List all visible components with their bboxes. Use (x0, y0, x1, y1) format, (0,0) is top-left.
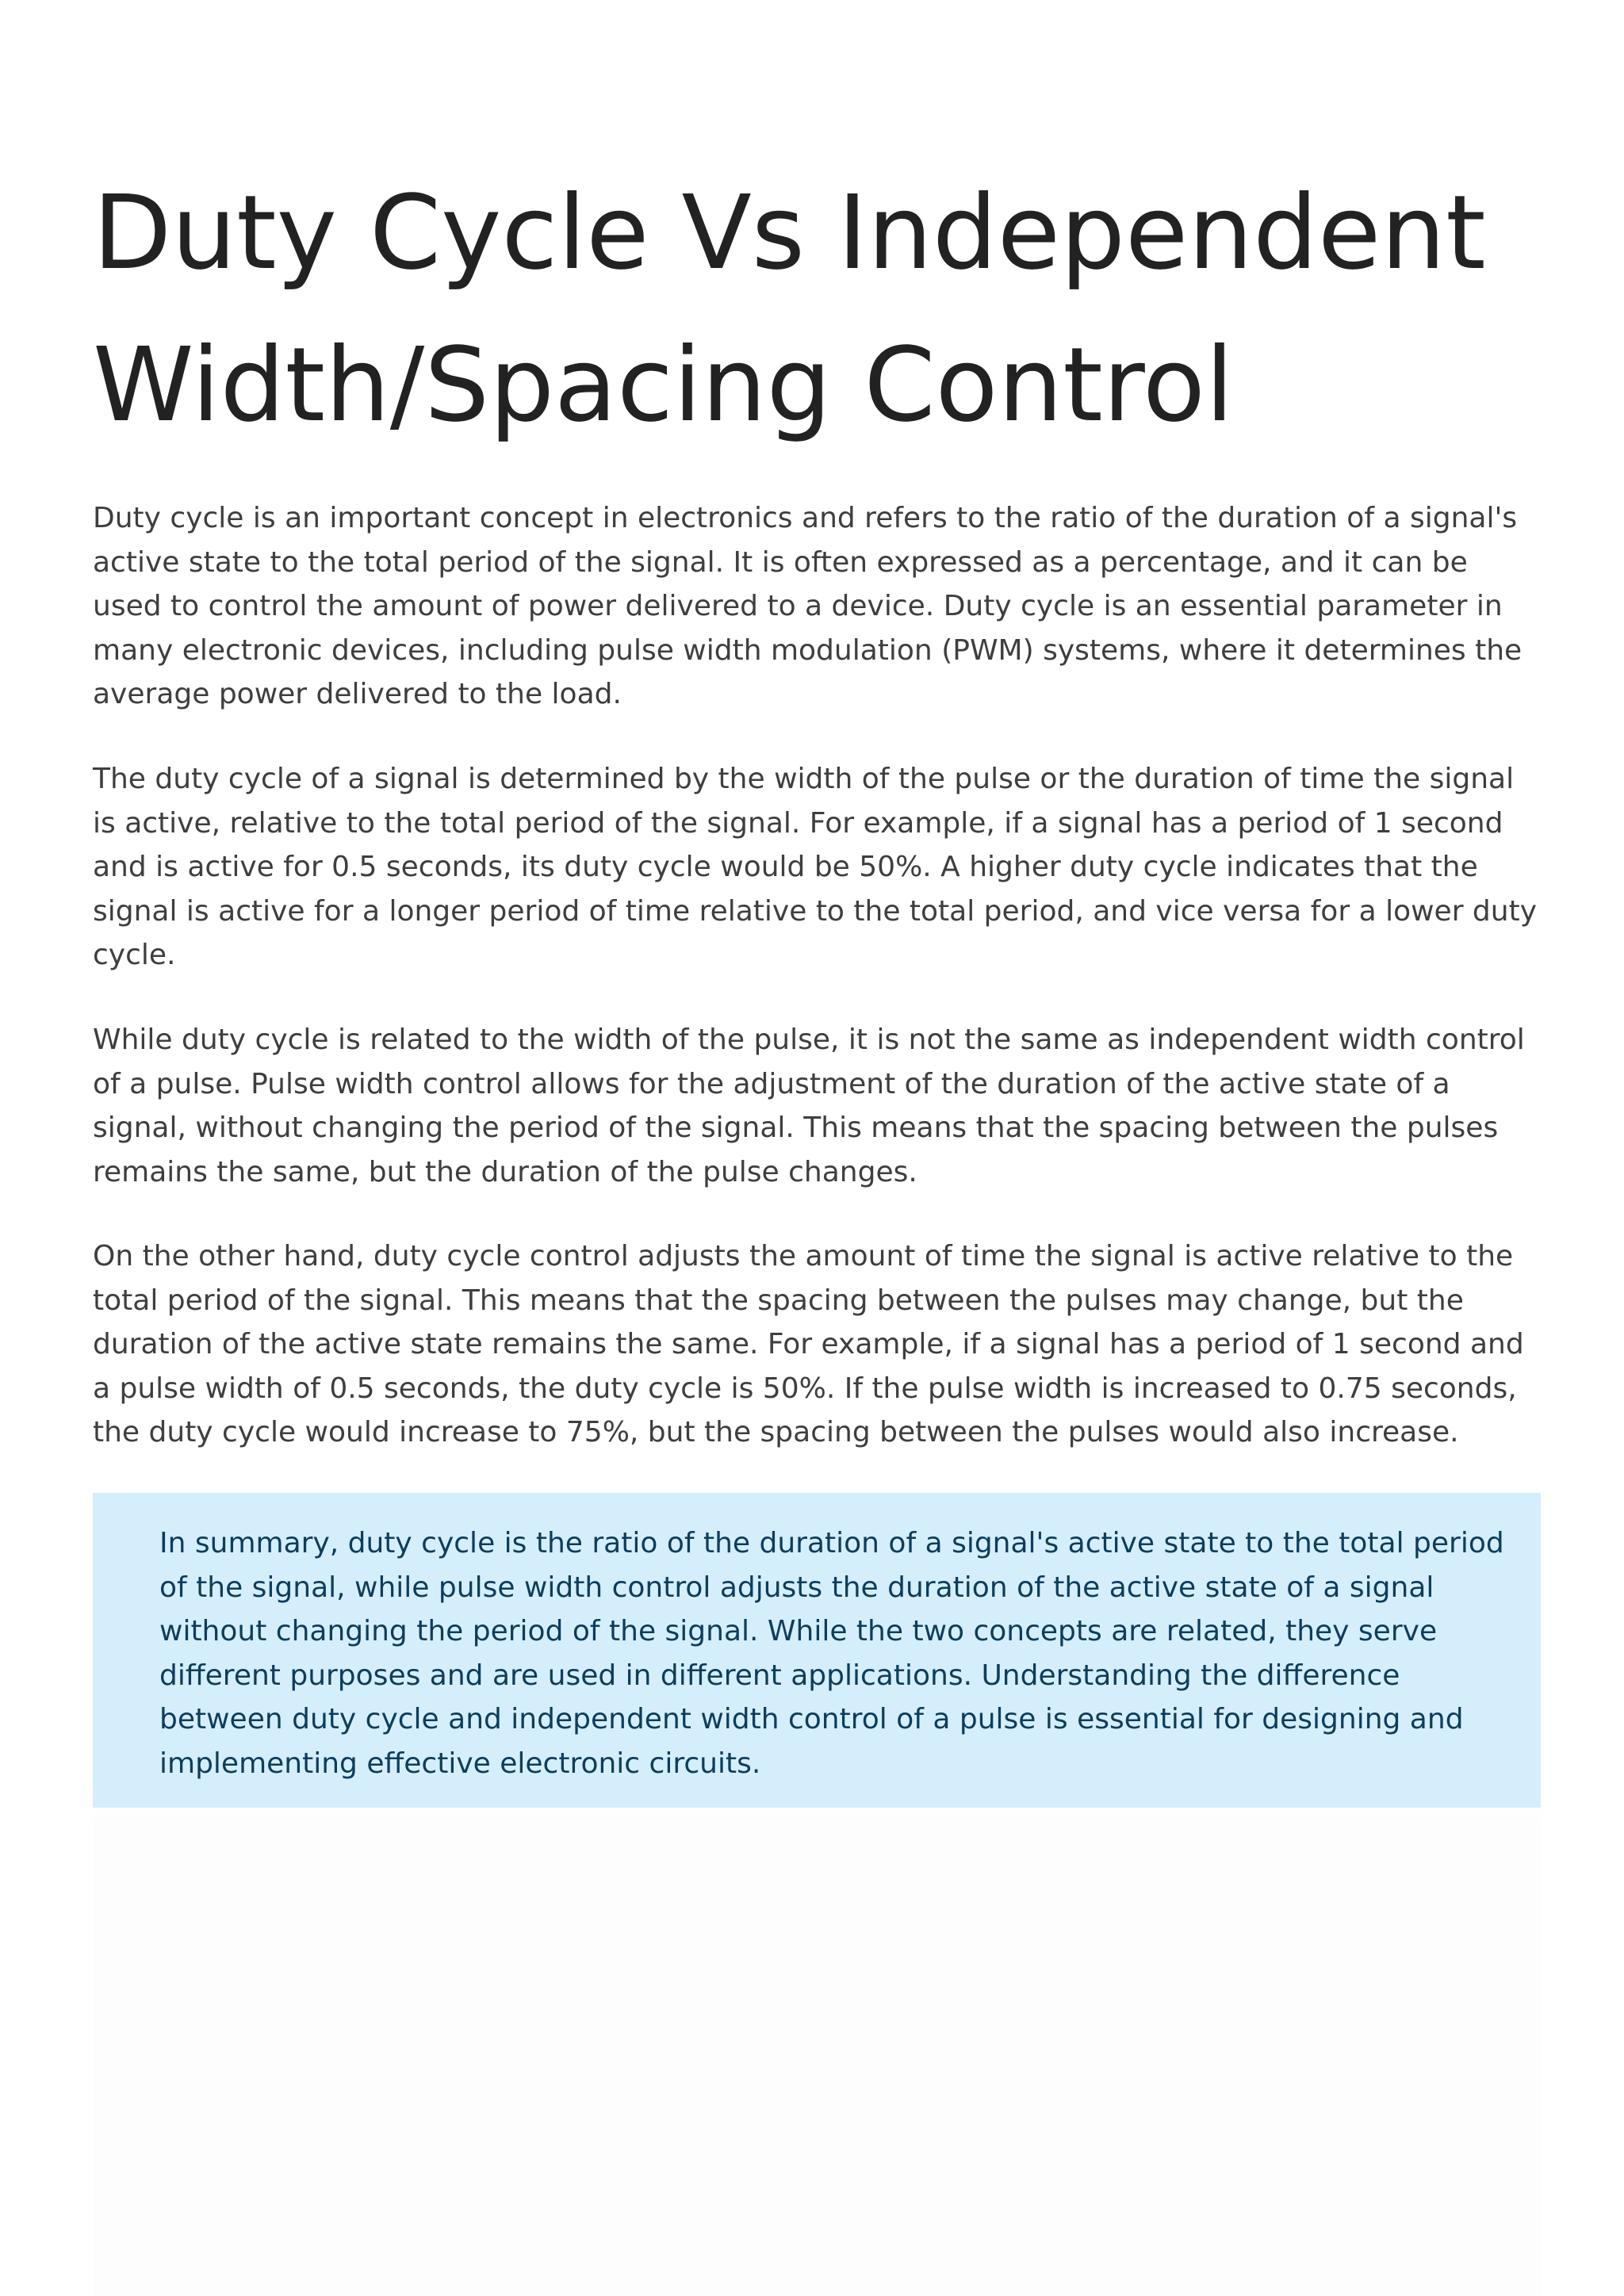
paragraph-pulse-width-control: While duty cycle is related to the width of the pulse, it is not the same as independent width control of a pulse. Pulse width control allows for the adjustment of the duration of the active state of a signal, without changing the period of the signal. This means that the spacing between the pulses remains the same, but the duration of the pulse changes. (93, 1024, 1525, 1188)
paragraph-duty-cycle-example: The duty cycle of a signal is determined by the width of the pulse or the duration of time the signal is active, relative to the total period of the signal. For example, if a signal has a period of 1 second and is active for 0.5 seconds, its duty cycle would be 50%. A higher duty cycle indicates that the signal is active for a longer period of time relative to the total period, and vice versa for a lower duty cycle. (93, 763, 1538, 971)
summary-callout (93, 1493, 1541, 1808)
paragraph-duty-cycle-control: On the other hand, duty cycle control adjusts the amount of time the signal is active relative to the total period of the signal. This means that the spacing between the pulses may change, but the duration of the active state remains the same. For example, if a signal has a period of 1 second and a pulse width of 0.5 seconds, the duty cycle is 50%. If the pulse width is increased to 0.75 seconds, the duty cycle would increase to 75%, but the spacing between the pulses would also increase. (93, 1240, 1524, 1448)
document-page (93, 0, 1541, 2296)
summary-text: In summary, duty cycle is the ratio of the duration of a signal's active state to the total period of the signal, while pulse width control adjusts the duration of the active state of a signal without changing the period of the signal. While the two concepts are related, they serve different purposes and are used in different applications. Understanding the difference between duty cycle and independent width control of a pulse is essential for designing and implementing effective electronic circuits. (159, 1527, 1504, 1780)
page-title: Duty Cycle Vs Independent Width/Spacing Control (93, 174, 1486, 445)
paragraph-duty-cycle-intro: Duty cycle is an important concept in electronics and refers to the ratio of the duration of a signal's active state to the total period of the signal. It is often expressed as a percentage, and it can be used to control the amount of power delivered to a device. Duty cycle is an essential parameter in many electronic devices, including pulse width modulation (PWM) systems, where it determines the average power delivered to the load. (93, 502, 1522, 710)
